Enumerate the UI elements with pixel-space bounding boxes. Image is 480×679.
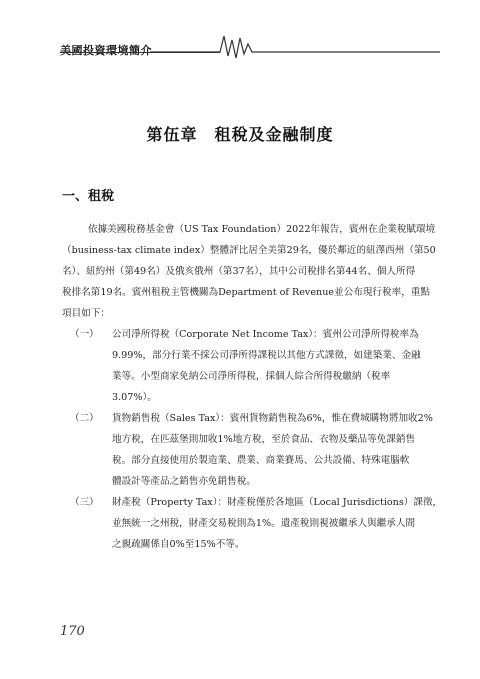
item-line: 9.99%，部分行業不採公司淨所得課稅以其他方式課徵，如建築業、金融 bbox=[112, 350, 421, 361]
item-line: 體設計等產品之銷售亦免銷售稅。 bbox=[112, 476, 256, 487]
intro-line: 依據美國稅務基金會（US Tax Foundation）2022年報告，賓州在企業稅賦環境 bbox=[88, 224, 436, 235]
section-heading: 一、租稅 bbox=[62, 189, 115, 204]
page-number: 170 bbox=[60, 624, 85, 639]
item-line: 3.07%）。 bbox=[112, 392, 157, 403]
intro-line: 稅排名第19名。賓州租稅主管機關為Department of Revenue並公布現行稅率，重點 bbox=[62, 287, 430, 298]
item-line: 並無統一之州稅，財產交易稅則為1%。遺產稅則視被繼承人與繼承人間 bbox=[112, 518, 416, 529]
item-line: 財產稅（Property Tax）：財產稅僅於各地區（Local Jurisdictions）課徵， bbox=[112, 497, 443, 508]
item-number: （三） bbox=[70, 497, 99, 508]
header-title: 美國投資環境簡介 bbox=[60, 44, 152, 57]
heartbeat-wave-decoration bbox=[150, 30, 440, 60]
item-line: 公司淨所得稅（Corporate Net Income Tax）：賓州公司淨所得稅率為 bbox=[112, 329, 419, 340]
item-line: 地方稅，在匹茲堡則加收1%地方稅，至於食品、衣物及藥品等免課銷售 bbox=[112, 434, 416, 445]
intro-line: （business-tax climate index）整體評比居全美第29名，優於鄰近的紐澤西州（第50 bbox=[62, 245, 436, 256]
item-line: 貨物銷售稅（Sales Tax）：賓州貨物銷售稅為6%，惟在費城購物將加收2% bbox=[112, 413, 433, 424]
intro-line: 項目如下： bbox=[62, 308, 110, 319]
item-line: 稅。部分直接使用於製造業、農業、商業賽馬、公共設備、特殊電腦軟 bbox=[112, 455, 410, 466]
chapter-title: 第伍章 租稅及金融制度 bbox=[146, 125, 334, 144]
item-line: 業等。小型商家免納公司淨所得稅，採個人綜合所得稅繳納（稅率 bbox=[112, 371, 391, 382]
item-number: （二） bbox=[70, 413, 99, 424]
intro-line: 名）、紐約州（第49名）及俄亥俄州（第37名），其中公司稅排名第44名、個人所得 bbox=[62, 266, 416, 277]
item-number: （一） bbox=[70, 329, 99, 340]
item-line: 之親疏關係自0%至15%不等。 bbox=[112, 539, 245, 550]
